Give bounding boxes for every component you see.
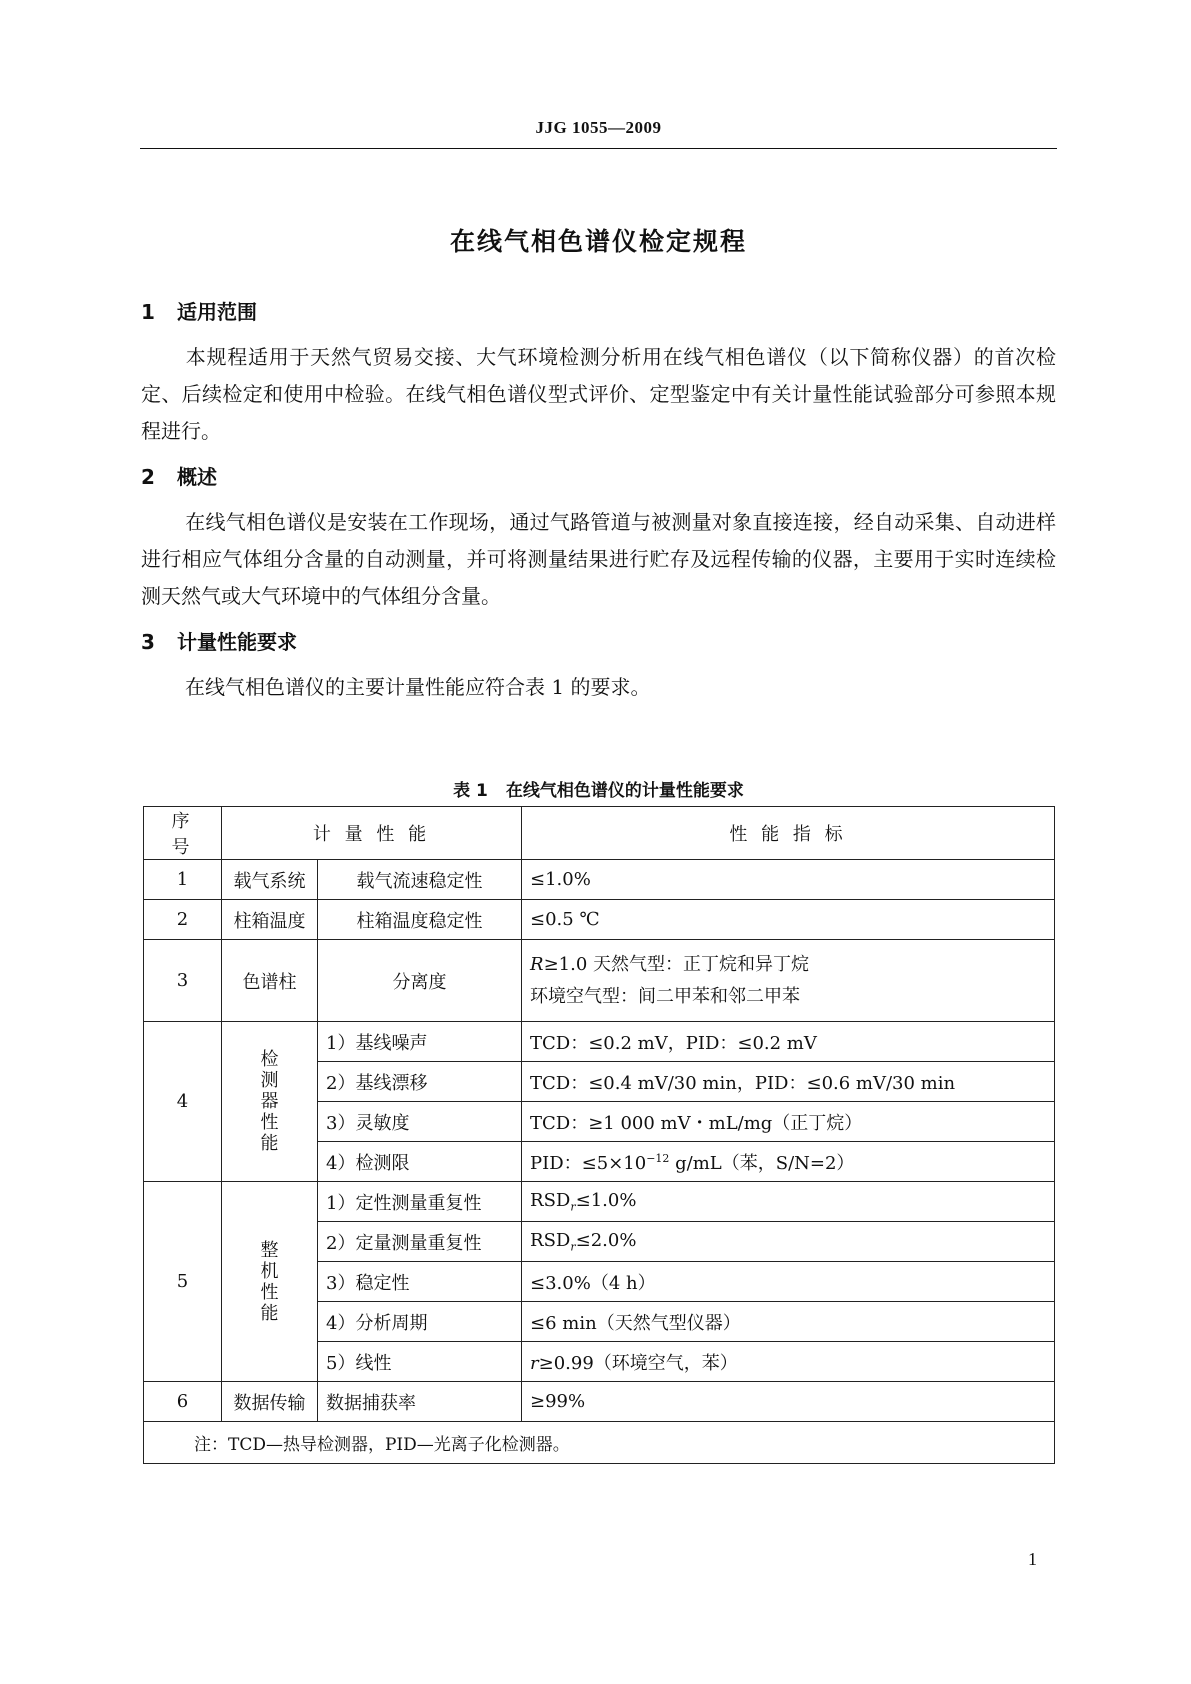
row-item: 4）检测限 — [318, 1142, 522, 1182]
row-item: 2）基线漂移 — [318, 1062, 522, 1102]
row-seq: 4 — [144, 1022, 222, 1182]
row-value: ≤6 min（天然气型仪器） — [522, 1302, 1055, 1342]
section-2-paragraph — [141, 504, 1056, 615]
row-value: ≤0.5 ℃ — [522, 900, 1055, 940]
row-seq: 3 — [144, 940, 222, 1022]
paragraph-text: 本规程适用于天然气贸易交接、大气环境检测分析用在线气相色谱仪（以下简称仪器）的首次检定、后续检定和使用中检验。在线气相色谱仪型式评价、定型鉴定中有关计量性能试验部分可参照本规程进行。 — [141, 345, 1056, 443]
row-value: ≤3.0%（4 h） — [522, 1262, 1055, 1302]
table-row — [144, 1022, 1055, 1062]
table-caption — [141, 776, 1056, 801]
section-title: 适用范围 — [177, 300, 257, 324]
paragraph-text: 在线气相色谱仪是安装在工作现场，通过气路管道与被测量对象直接连接，经自动采集、自动进样进行相应气体组分含量的自动测量，并可将测量结果进行贮存及远程传输的仪器，主要用于实时连续检测天然气或大气环境中的气体组分含量。 — [141, 510, 1056, 608]
group-char: 能 — [260, 1302, 279, 1324]
group-char: 整 — [260, 1239, 279, 1261]
row-value: ≤1.0% — [522, 860, 1055, 900]
performance-requirements-table — [143, 806, 1055, 1464]
row-value — [522, 1342, 1055, 1382]
row-group: 数据传输 — [222, 1382, 318, 1422]
section-number: 2 — [141, 465, 155, 489]
group-char: 器 — [260, 1091, 279, 1112]
row-value — [522, 1142, 1055, 1182]
group-char: 测 — [260, 1070, 279, 1091]
group-char: 能 — [260, 1133, 279, 1154]
value-text: ≤1.0% — [575, 1189, 637, 1211]
row-value: TCD：≤0.4 mV/30 min，PID：≤0.6 mV/30 min — [522, 1062, 1055, 1102]
row-group: 色谱柱 — [222, 940, 318, 1022]
header-index: 性 能 指 标 — [522, 807, 1055, 860]
section-title: 概述 — [177, 465, 217, 489]
group-char: 性 — [260, 1281, 279, 1303]
section-title: 计量性能要求 — [177, 630, 297, 654]
table-caption-text: 在线气相色谱仪的计量性能要求 — [505, 781, 744, 801]
row-value: ≥99% — [522, 1382, 1055, 1422]
page-number: 1 — [1028, 1549, 1037, 1569]
row-item: 5）线性 — [318, 1342, 522, 1382]
row-value — [522, 940, 1055, 1022]
row-group: 载气系统 — [222, 860, 318, 900]
header-performance: 计 量 性 能 — [222, 807, 522, 860]
table-caption-number: 表 1 — [453, 781, 488, 801]
value-text: ≤2.0% — [575, 1229, 637, 1251]
page-title: 在线气相色谱仪检定规程 — [449, 227, 747, 256]
row-group: 柱箱温度 — [222, 900, 318, 940]
symbol-r: r — [530, 1352, 539, 1374]
row-item: 3）稳定性 — [318, 1262, 522, 1302]
value-subscript: r — [570, 1240, 576, 1254]
section-2-heading — [141, 461, 217, 490]
value-text: g/mL（苯，S/N=2） — [669, 1152, 855, 1174]
value-text: ≥0.99（环境空气，苯） — [538, 1352, 738, 1374]
section-1-paragraph — [141, 339, 1056, 450]
row-value: TCD：≥1 000 mV・mL/mg（正丁烷） — [522, 1102, 1055, 1142]
group-char: 检 — [260, 1049, 279, 1070]
row-value — [522, 1222, 1055, 1262]
header-rule — [140, 148, 1057, 149]
row-group-vertical — [222, 1022, 318, 1182]
section-number: 3 — [141, 630, 155, 654]
document-code-header: JJG 1055—2009 — [535, 118, 662, 137]
table-note-row — [144, 1422, 1055, 1464]
section-number: 1 — [141, 300, 155, 324]
table-row — [144, 940, 1055, 1022]
value-text: RSD — [530, 1189, 571, 1211]
value-text: RSD — [530, 1229, 571, 1251]
value-subscript: r — [570, 1200, 576, 1214]
value-text: PID：≤5×10 — [530, 1152, 647, 1174]
table-header-row — [144, 807, 1055, 860]
row-value — [522, 1182, 1055, 1222]
section-1-heading — [141, 296, 257, 325]
row-item: 1）基线噪声 — [318, 1022, 522, 1062]
value-exponent: −12 — [646, 1151, 670, 1165]
row-item: 数据捕获率 — [318, 1382, 522, 1422]
row-value: TCD：≤0.2 mV，PID：≤0.2 mV — [522, 1022, 1055, 1062]
row-seq: 2 — [144, 900, 222, 940]
row-item: 1）定性测量重复性 — [318, 1182, 522, 1222]
row-group-vertical — [222, 1182, 318, 1382]
group-char: 机 — [260, 1260, 279, 1282]
row-seq: 1 — [144, 860, 222, 900]
table-row — [144, 900, 1055, 940]
row-seq: 5 — [144, 1182, 222, 1382]
row-item: 2）定量测量重复性 — [318, 1222, 522, 1262]
paragraph-text: 在线气相色谱仪的主要计量性能应符合表 1 的要求。 — [185, 675, 651, 699]
value-line: ≥1.0 天然气型：正丁烷和异丁烷 — [543, 953, 810, 975]
row-item: 柱箱温度稳定性 — [318, 900, 522, 940]
table-row — [144, 1382, 1055, 1422]
row-seq: 6 — [144, 1382, 222, 1422]
table-note: 注：TCD—热导检测器，PID—光离子化检测器。 — [144, 1422, 1055, 1464]
section-3-paragraph — [141, 669, 1056, 706]
row-item: 分离度 — [318, 940, 522, 1022]
value-line: 环境空气型：间二甲苯和邻二甲苯 — [530, 985, 801, 1007]
table-row — [144, 860, 1055, 900]
section-3-heading — [141, 626, 297, 655]
row-item: 4）分析周期 — [318, 1302, 522, 1342]
row-item: 载气流速稳定性 — [318, 860, 522, 900]
table-row — [144, 1182, 1055, 1222]
group-char: 性 — [260, 1112, 279, 1133]
row-item: 3）灵敏度 — [318, 1102, 522, 1142]
header-seq: 序 号 — [144, 807, 222, 860]
symbol-r: R — [530, 953, 544, 975]
